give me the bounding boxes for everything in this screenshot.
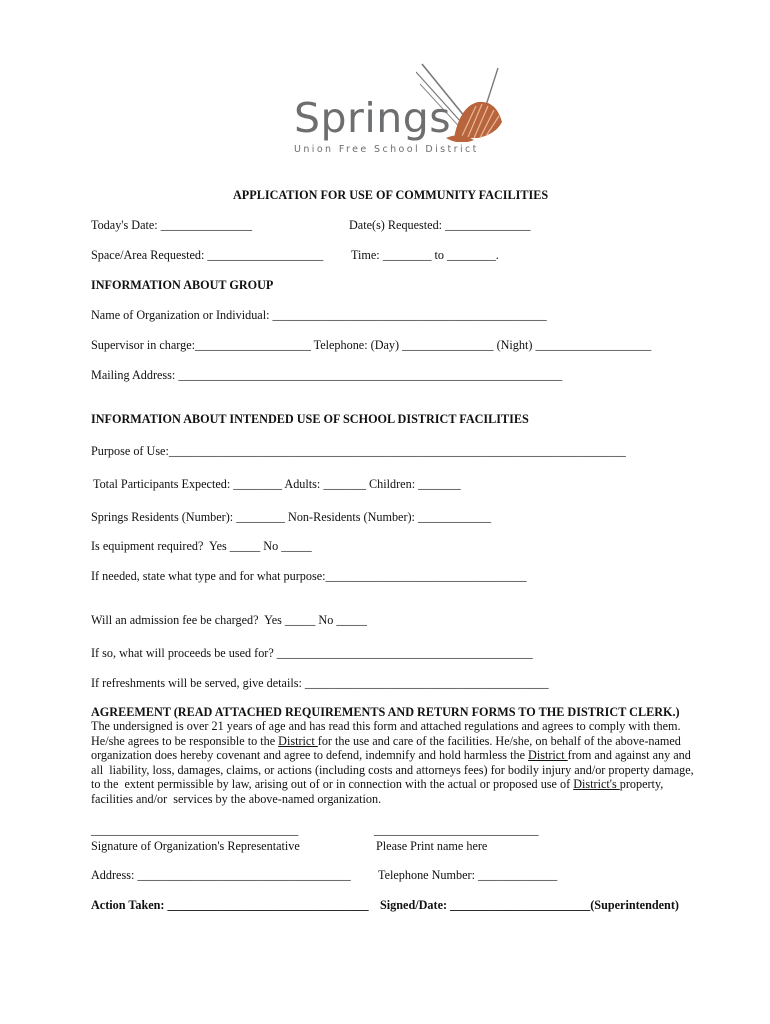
mailing-address-field[interactable]: Mailing Address: _______________________________________________________________ xyxy=(91,368,563,382)
section-heading-use: INFORMATION ABOUT INTENDED USE OF SCHOOL DISTRICT FACILITIES xyxy=(91,412,529,426)
agreement-heading: AGREEMENT (READ ATTACHED REQUIREMENTS AND RETURN FORMS TO THE DISTRICT CLERK.) xyxy=(91,705,680,719)
section-heading-group: INFORMATION ABOUT GROUP xyxy=(91,278,274,292)
logo-wordmark: Springs xyxy=(294,94,452,142)
signature-line[interactable]: __________________________________ xyxy=(91,823,299,837)
telephone-field[interactable]: Telephone Number: _____________ xyxy=(378,868,558,882)
admission-fee-field[interactable]: Will an admission fee be charged? Yes _____ No _____ xyxy=(91,613,367,627)
residents-field[interactable]: Springs Residents (Number): ________ Non-Residents (Number): ____________ xyxy=(91,510,492,524)
address-field[interactable]: Address: ___________________________________ xyxy=(91,868,351,882)
signature-label: Signature of Organization's Representative xyxy=(91,839,300,853)
logo-subtitle: Union Free School District xyxy=(294,144,479,155)
purpose-field[interactable]: Purpose of Use:___________________________________________________________________________ xyxy=(91,444,626,458)
agreement-line: to the extent permissible by law, arising out of or in connection with the actual or proposed use of District's property, xyxy=(91,777,664,792)
district-logo xyxy=(286,62,516,162)
equipment-type-field[interactable]: If needed, state what type and for what purpose:_________________________________ xyxy=(91,569,527,583)
proceeds-field[interactable]: If so, what will proceeds be used for? __________________________________________ xyxy=(91,646,533,660)
equipment-field[interactable]: Is equipment required? Yes _____ No _____ xyxy=(91,539,312,553)
supervisor-field[interactable]: Supervisor in charge:___________________ Telephone: (Day) _______________ (Night) ___________________ xyxy=(91,338,652,352)
form-title: APPLICATION FOR USE OF COMMUNITY FACILITIES xyxy=(233,188,549,202)
participants-field[interactable]: Total Participants Expected: ________ Adults: _______ Children: _______ xyxy=(93,477,461,491)
todays-date-field[interactable]: Today's Date: _______________ xyxy=(91,218,253,232)
dates-requested-field[interactable]: Date(s) Requested: ______________ xyxy=(349,218,531,232)
print-name-label: Please Print name here xyxy=(376,839,488,853)
print-name-line[interactable]: ___________________________ xyxy=(374,823,539,837)
agreement-line: He/she agrees to be responsible to the District for the use and care of the facilities. He/she, on behalf of the above-named xyxy=(91,733,681,748)
agreement-paragraph xyxy=(91,719,694,807)
refreshments-field[interactable]: If refreshments will be served, give details: ________________________________________ xyxy=(91,676,549,690)
agreement-line: organization does hereby covenant and agree to defend, indemnify and hold harmless the District from and against any and xyxy=(91,748,691,763)
action-taken-field[interactable]: Action Taken: _________________________________ xyxy=(91,898,369,912)
agreement-line: all liability, loss, damages, claims, or actions (including costs and attorneys fees) for bodily injury and/or property damage, xyxy=(91,762,694,777)
signed-date-field[interactable]: Signed/Date: _______________________(Superintendent) xyxy=(380,898,679,912)
agreement-line: The undersigned is over 21 years of age and has read this form and attached regulations and agrees to comply with them. xyxy=(91,719,681,733)
organization-name-field[interactable]: Name of Organization or Individual: _____________________________________________ xyxy=(91,308,547,322)
time-field[interactable]: Time: ________ to ________. xyxy=(351,248,499,262)
agreement-line: facilities and/or services by the above-named organization. xyxy=(91,791,382,806)
space-requested-field[interactable]: Space/Area Requested: ___________________ xyxy=(91,248,324,262)
